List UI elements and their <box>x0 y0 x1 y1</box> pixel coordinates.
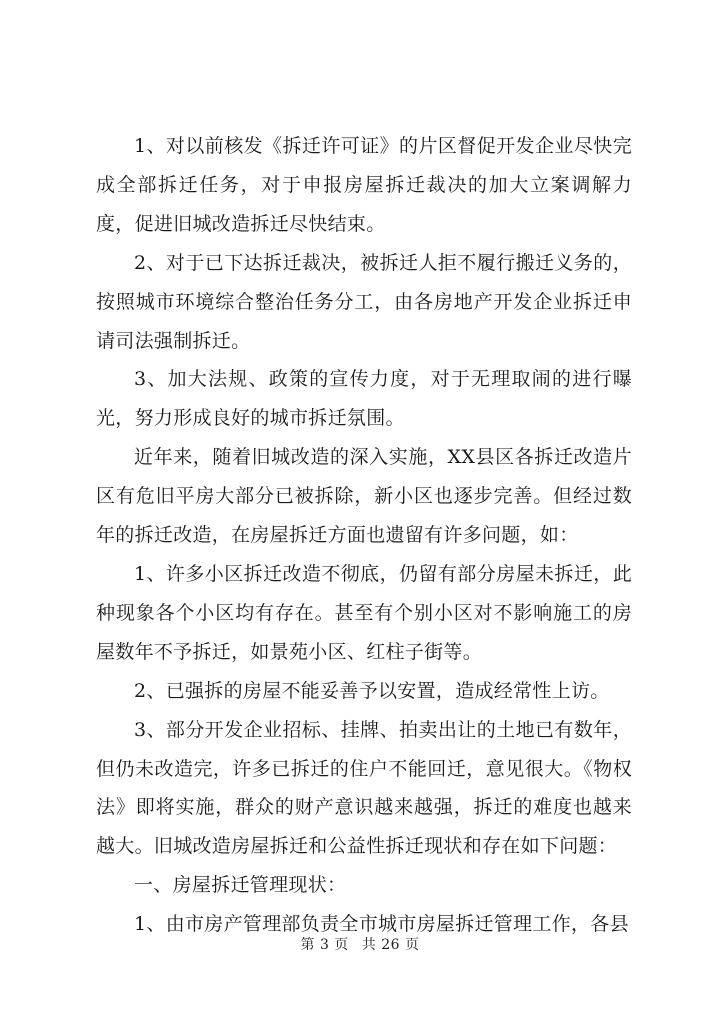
paragraph-3: 3、加大法规、政策的宣传力度，对于无理取闹的进行曝光，努力形成良好的城市拆迁氛围。 <box>96 368 632 430</box>
paragraph-6: 2、已强拆的房屋不能妥善予以安置，造成经常性上访。 <box>134 679 610 702</box>
paragraph-7: 3、部分开发企业招标、挂牌、拍卖出让的土地已有数年，但仍未改造完，许多已拆迁的住户不能回迁，意见很大。《物权法》即将实施，群众的财产意识越来越强，拆迁的难度也越来越大。旧城改造房屋拆迁和公益性拆迁现状和存在如下问题： <box>96 718 632 858</box>
document-body <box>96 127 632 944</box>
paragraph-4: 近年来，随着旧城改造的深入实施，XX县区各拆迁改造片区有危旧平房大部分已被拆除，新小区也逐步完善。但经过数年的拆迁改造，在房屋拆迁方面也遗留有许多问题，如： <box>96 446 632 547</box>
paragraph-5: 1、许多小区拆迁改造不彻底，仍留有部分房屋未拆迁，此种现象各个小区均有存在。甚至有个别小区对不影响施工的房屋数年不予拆迁，如景苑小区、红柱子街等。 <box>96 562 632 663</box>
paragraph-1: 1、对以前核发《拆迁许可证》的片区督促开发企业尽快完成全部拆迁任务，对于申报房屋拆迁裁决的加大立案调解力度，促进旧城改造拆迁尽快结束。 <box>96 135 632 235</box>
paragraph-8: 一、房屋拆迁管理现状： <box>134 874 347 897</box>
paragraph-9: 1、由市房产管理部负责全市城市房屋拆迁管理工作，各县 <box>134 913 629 936</box>
page-number: 第 3 页 <box>300 937 349 953</box>
page-total: 共 26 页 <box>361 937 420 953</box>
page-footer <box>0 934 720 954</box>
paragraph-2: 2、对于已下达拆迁裁决，被拆迁人拒不履行搬迁义务的，按照城市环境综合整治任务分工，由各房地产开发企业拆迁申请司法强制拆迁。 <box>96 251 632 352</box>
